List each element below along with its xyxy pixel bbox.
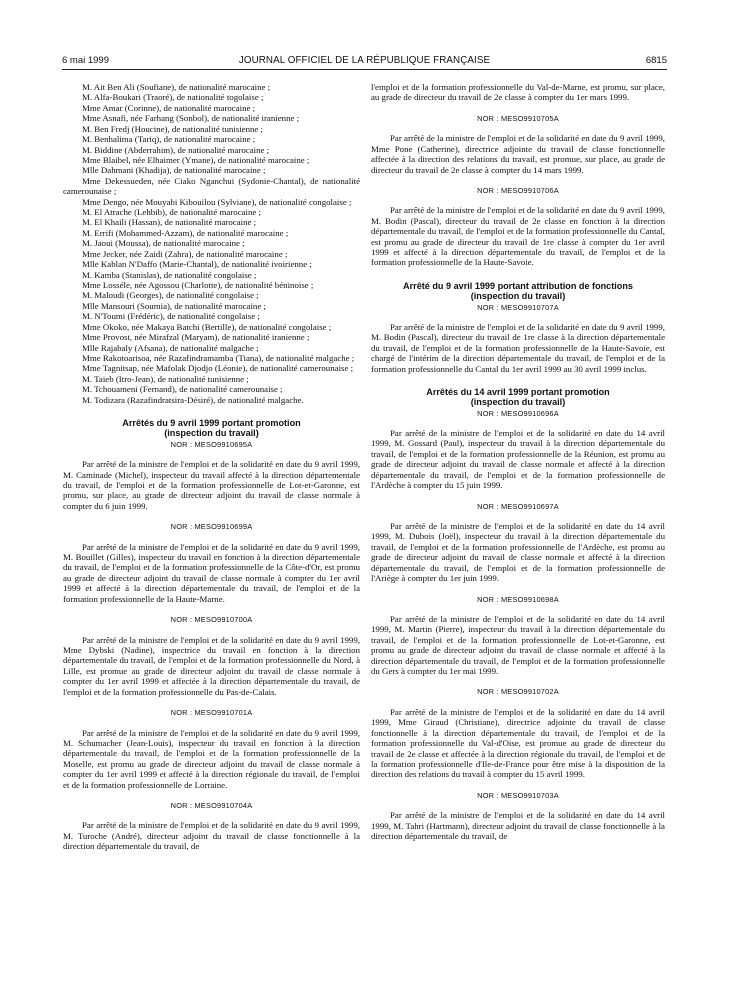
section-title [371, 282, 665, 302]
nor-reference: NOR : MESO9910697A [477, 501, 559, 511]
decree-paragraph: Par arrêté de la ministre de l'emploi et de la solidarité en date du 14 avril 1999, M. Dubois (Joël), inspecteur du travail à la direction départementale du travail, de l'emploi et de la formation professionnelle de l'Ardèche, est promu au grade de directeur adjoint du travail de classe normale et affecté à la direction départementale du travail, de l'emploi et de la formation professionnelle de l'Ariège à compter du 1er juin 1999. [371, 521, 665, 584]
list-item: Mlle Mansouri (Soumia), de nationalité marocaine ; [82, 300, 266, 311]
decree-paragraph: Par arrêté de la ministre de l'emploi et de la solidarité en date du 9 avril 1999, Mme Dybski (Nadine), inspectrice du travail en fonction à la direction départementale du travail, de l'emploi et de la formation professionnelle du Nord, à Lille, est promue au grade de directeur adjoint du travail de classe normale à compter du 1er avril 1999 et affectée à la direction départementale du travail, de l'emploi et de la formation professionnelle du Pas-de-Calais. [63, 634, 360, 697]
section-title [63, 419, 360, 439]
naturalization-list [63, 82, 360, 405]
decree-paragraph: Par arrêté de la ministre de l'emploi et de la solidarité en date du 9 avril 1999, M. Bodin (Pascal), directeur du travail de 2e classe en fonction à la direction départementale du travail, de l'emploi et de la formation professionnelle du Cantal, est promu au grade de directeur du travail de 1re classe à compter du 1er avril 1999 et affecté à la direction départementale du travail, de l'emploi et de la formation professionnelle de la Haute-Savoie. [371, 205, 665, 268]
list-item: M. El Atrache (Lehbib), de nationalité marocaine ; [82, 207, 262, 218]
section-subtitle-line: (inspection du travail) [470, 290, 566, 301]
header-date: 6 mai 1999 [62, 55, 110, 66]
nor-reference: NOR : MESO9910704A [170, 801, 253, 811]
decree-paragraph: Par arrêté de la ministre de l'emploi et de la solidarité en date du 9 avril 1999, M. Caminade (Michel), inspecteur du travail affecté à la direction départementale du travail, de l'emploi et de la formation professionnelle de Lot-et-Garonne, est promu, sur place, au grade de directeur adjoint du travail de classe normale à compter du 6 juin 1999. [63, 459, 360, 511]
list-item: M. Jaoui (Moussa), de nationalité marocaine ; [82, 238, 245, 249]
decree-paragraph: Par arrêté de la ministre de l'emploi et de la solidarité en date du 14 avril 1999, M. Tahri (Hartmann), directeur adjoint du travail de classe fonctionnelle à la direction départementale du travail, de [371, 810, 665, 842]
section-title-line: Arrêté du 9 avril 1999 portant attribution de fonctions [403, 280, 633, 291]
list-item: Mme Tagnitsap, née Mafolak Djodjo (Léonie), de nationalité camerounaise ; [82, 363, 354, 374]
list-item: Mme Dengo, née Mouyabi Kibouilou (Sylviane), de nationalité congolaise ; [82, 196, 352, 207]
list-item: M. N'Toumi (Frédéric), de nationalité congolaise ; [82, 311, 260, 322]
list-item: Mme Losséle, née Agossou (Charlotte), de nationalité béninoise ; [82, 280, 314, 291]
right-column [371, 82, 665, 842]
nor-reference: NOR : MESO9910702A [477, 687, 559, 697]
list-item: Mlle Dahmani (Khadija), de nationalité marocaine ; [82, 165, 266, 176]
decree-paragraph: Par arrêté de la ministre de l'emploi et de la solidarité en date du 9 avril 1999, M. Turoche (André), directeur adjoint du travail de classe fonctionnelle à la direction départementale du travail, de [63, 820, 360, 852]
nor-reference: NOR : MESO9910700A [170, 615, 253, 625]
page-header [62, 55, 667, 69]
list-item: Mme Rakotoarisoa, née Razafindramamba (Tiana), de nationalité malgache ; [82, 352, 355, 363]
decree-paragraph: Par arrêté de la ministre de l'emploi et de la solidarité en date du 9 avril 1999, M. Schumacher (Jean-Louis), inspecteur du travail en fonction à la direction départementale du travail, de l'emploi et de la formation professionnelle de la Moselle, est promu au grade de directeur adjoint du travail de classe normale à compter du 1er avril 1999 et affecté à la direction régionale du travail, de l'emploi et de la formation professionnelle de Lorraine. [63, 727, 360, 790]
decree-paragraph: Par arrêté de la ministre de l'emploi et de la solidarité en date du 14 avril 1999, M. Martin (Pierre), inspecteur du travail à la direction départementale du travail, de l'emploi et de la formation professionnelle de Lot-et-Garonne, est promu au grade de directeur adjoint du travail de classe normale et affecté à la direction départementale du travail, de l'emploi et de la formation professionnelle du Gers à compter du 1er mai 1999. [371, 613, 665, 677]
list-item: M. Errifi (Mohammed-Azzam), de nationalité marocaine ; [82, 227, 289, 238]
decree-paragraph: Par arrêté de la ministre de l'emploi et de la solidarité en date du 14 avril 1999, Mme Giraud (Christiane), directrice adjointe du travail de classe fonctionnelle à la direction départementale du travail, de l'emploi et de la formation professionnelle du Val-d'Oise, est promue au grade de directeur du travail de 2e classe et affectée à la direction régionale du travail, de l'emploi et de la formation professionnelle d'Ile-de-France pour être mise à la disposition de la direction des relations du travail à compter du 15 avril 1999. [371, 706, 665, 780]
nor-reference: NOR : MESO9910701A [170, 708, 253, 718]
list-item: Mme Asnafi, née Farhang (Sonbol), de nationalité iranienne ; [82, 113, 300, 124]
nor-reference: NOR : MESO9910707A [477, 302, 559, 312]
journal-title: JOURNAL OFFICIEL DE LA RÉPUBLIQUE FRANÇAISE [238, 55, 491, 66]
section-title-line: Arrêtés du 9 avril 1999 portant promotion [122, 418, 301, 429]
decree-paragraph: Par arrêté de la ministre de l'emploi et de la solidarité en date du 14 avril 1999, M. Gossard (Paul), inspecteur du travail à la direction départementale du travail, de l'emploi et de la formation professionnelle de la Réunion, est promu au grade de directeur adjoint du travail de classe normale et affecté à la direction départementale du travail, de l'emploi et de la formation professionnelle de l'Ardèche à compter du 15 juin 1999. [371, 428, 665, 491]
section-subtitle-line: (inspection du travail) [470, 396, 566, 407]
list-item: M. Todizara (Razafindratsira-Désiré), de nationalité malgache. [82, 394, 304, 405]
header-rule [62, 69, 667, 70]
list-item: M. Ait Ben Ali (Soufiane), de nationalité marocaine ; [82, 82, 271, 92]
section-title [371, 388, 665, 408]
list-item: M. Biddine (Abderrahim), de nationalité marocaine ; [82, 144, 270, 155]
list-item: Mlle Rajabaly (Afsana), de nationalité malgache ; [82, 342, 259, 353]
list-item: Mme Okoko, née Makaya Batchi (Bertille), de nationalité congolaise ; [82, 321, 332, 332]
section-subtitle-line: (inspection du travail) [164, 427, 259, 438]
nor-reference: NOR : MESO9910703A [477, 790, 559, 800]
list-item: Mme Amar (Corinne), de nationalité marocaine ; [82, 102, 256, 113]
list-item: M. Kamba (Stanislas), de nationalité congolaise ; [82, 269, 257, 280]
list-item: M. Tchouameni (Fernand), de nationalité camerounaise ; [82, 384, 283, 395]
nor-reference: NOR : MESO9910698A [477, 594, 559, 604]
decree-paragraph: Par arrêté de la ministre de l'emploi et de la solidarité en date du 9 avril 1999, Mme Pone (Catherine), directrice adjointe du travail de classe fonctionnelle affectée à la direction des relations du travail, est promue, sur place, au grade de directeur du travail de 2e classe à compter du 14 mars 1999. [371, 133, 665, 175]
nor-reference: NOR : MESO9910695A [170, 439, 253, 449]
list-item: Mlle Kablan N'Daffo (Marie-Chantal), de nationalité ivoirienne ; [82, 259, 312, 270]
continuation-paragraph: l'emploi et de la formation professionnelle du Val-de-Marne, est promu, sur place, au grade de directeur du travail de 2e classe à compter du 1er mars 1999. [371, 82, 665, 103]
decree-paragraph: Par arrêté de la ministre de l'emploi et de la solidarité en date du 9 avril 1999, M. Bodin (Pascal), directeur du travail de 1re classe à la direction départementale du travail, de l'emploi et de la formation professionnelle de la Haute-Savoie, est chargé de l'intérim de la direction départementale du travail, de l'emploi et de la formation professionnelle du Cantal du 1er avril 1999 au 30 avril 1999 inclus. [371, 321, 665, 374]
nor-reference: NOR : MESO9910699A [170, 522, 253, 532]
left-column [63, 82, 360, 852]
section-title-line: Arrêtés du 14 avril 1999 portant promotion [426, 387, 610, 398]
list-item: M. Alfa-Boukari (Traoré), de nationalité togolaise ; [82, 92, 264, 103]
nor-reference: NOR : MESO9910705A [477, 113, 559, 123]
nor-reference: NOR : MESO9910696A [477, 408, 559, 418]
list-item: Mme Blaibel, née Elhaimer (Ymane), de nationalité marocaine ; [82, 154, 310, 165]
list-item: M. Benhalima (Tariq), de nationalité marocaine ; [82, 134, 256, 145]
list-item: Mme Provost, née Mirafzal (Maryam), de nationalité iranienne ; [82, 332, 310, 343]
list-item: M. El Khaili (Hassan), de nationalité marocaine ; [82, 217, 257, 228]
page-number: 6815 [645, 55, 667, 66]
list-item: M. Taieb (Itro-Jean), de nationalité tunisienne ; [82, 373, 249, 384]
nor-reference: NOR : MESO9910706A [477, 185, 559, 195]
list-item: M. Maloudi (Georges), de nationalité congolaise ; [82, 290, 259, 301]
decree-paragraph: Par arrêté de la ministre de l'emploi et de la solidarité en date du 9 avril 1999, M. Bouillet (Gilles), inspecteur du travail en fonction à la direction départementale du travail, de l'emploi et de la formation professionnelle de la Côte-d'Or, est promu au grade de directeur adjoint du travail de classe normale à compter du 1er avril 1999 et affecté à la direction départementale du travail, de l'emploi et de la formation professionnelle de la Haute-Marne. [63, 541, 360, 604]
list-item: Mme Jecker, née Zaidi (Zahra), de nationalité marocaine ; [82, 248, 288, 259]
list-item: Mme Dekessueden, née Ciako Nganchui (Sydonie-Chantal), de nationalité camerounaise ; [63, 175, 360, 197]
list-item: M. Ben Fredj (Houcine), de nationalité tunisienne ; [82, 123, 264, 134]
